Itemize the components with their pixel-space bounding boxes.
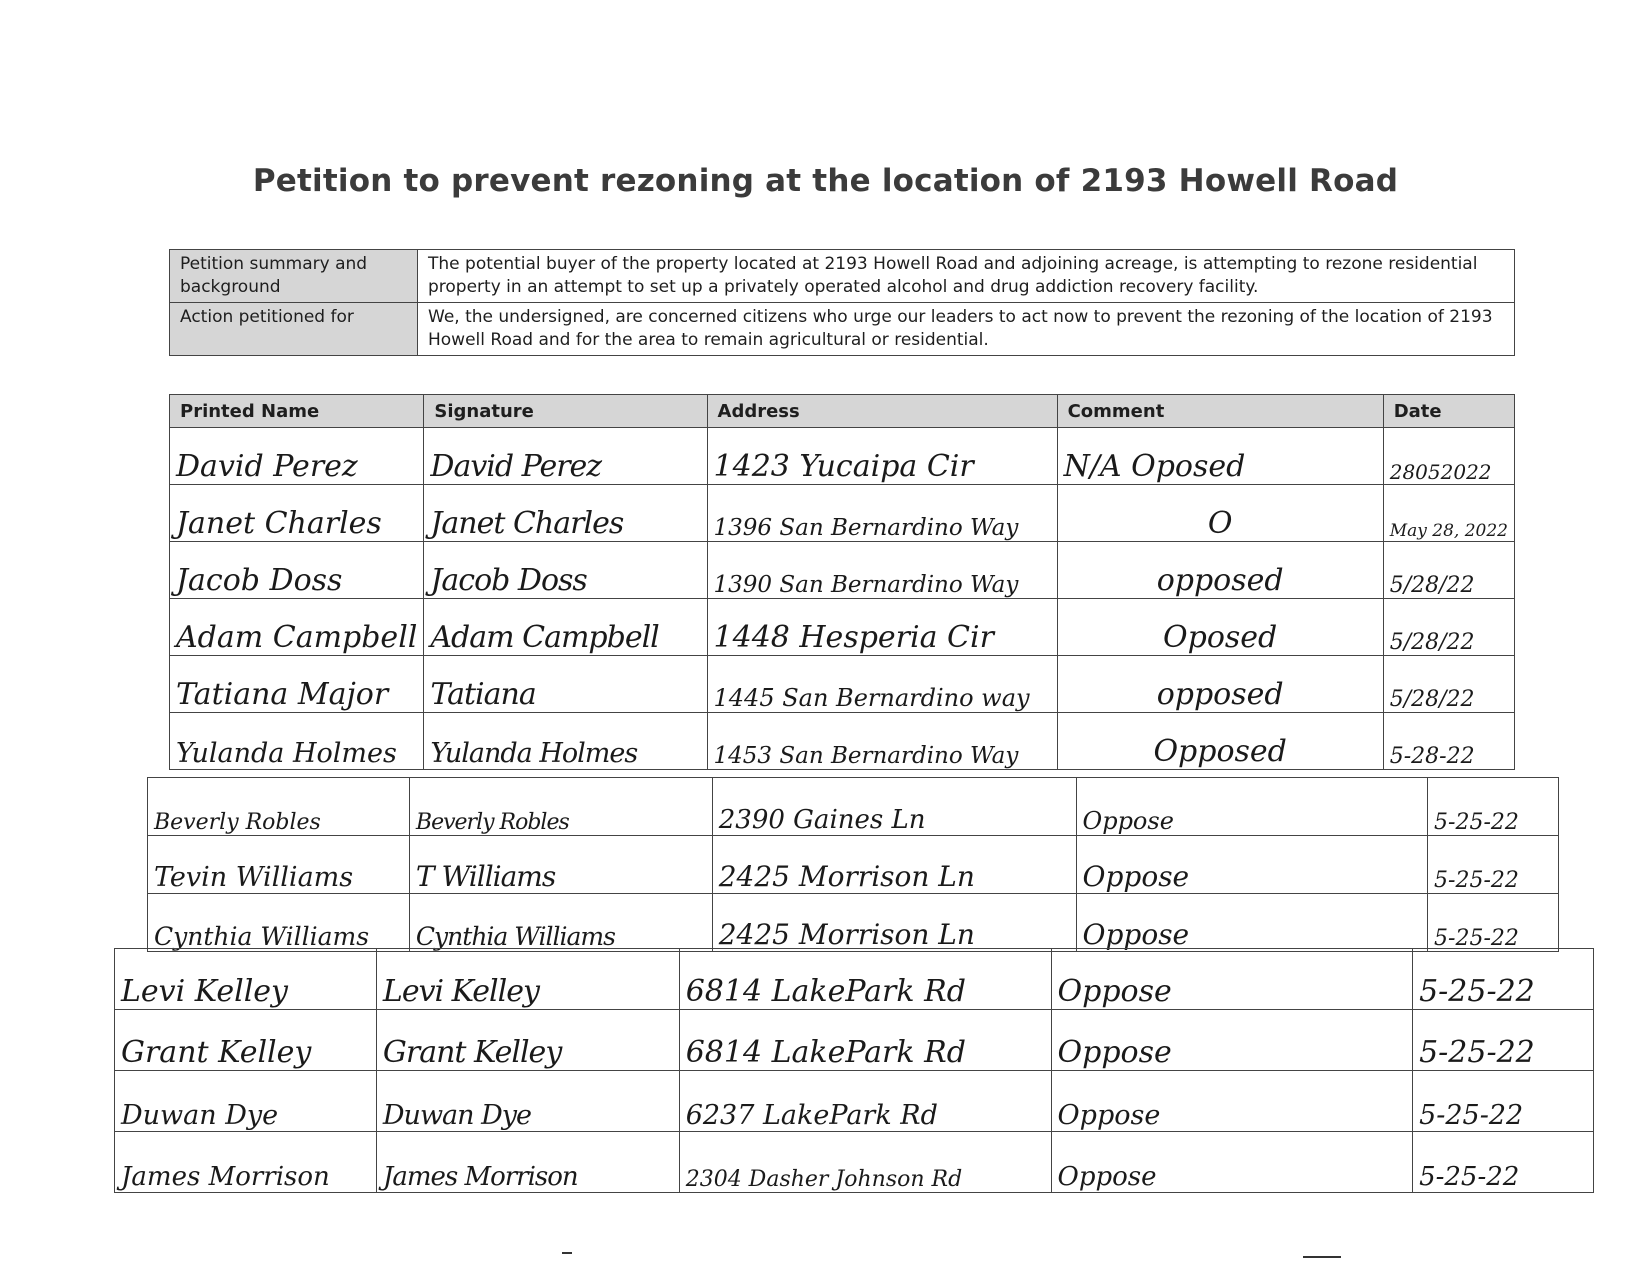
comment: Oppose [1051,1071,1413,1132]
address: 1453 San Bernardino Way [707,713,1057,770]
signature: Grant Kelley [376,1010,679,1071]
comment: Oppose [1051,1010,1413,1071]
scan-mark [1303,1256,1341,1258]
comment: opposed [1057,542,1383,599]
comment: Oppose [1076,894,1428,952]
signature-table [169,394,1515,770]
printed-name: Grant Kelley [115,1010,377,1071]
comment: opposed [1057,656,1383,713]
summary-label: Petition summary and background [170,250,418,303]
printed-name: Adam Campbell [170,599,424,656]
address: 6814 LakePark Rd [679,1010,1051,1071]
signature: Cynthia Williams [409,894,712,952]
date: 5-25-22 [1428,778,1559,836]
signature: James Morrison [376,1132,679,1193]
petition-summary-table [169,249,1515,356]
col-address: Address [707,395,1057,428]
printed-name: Yulanda Holmes [170,713,424,770]
signature: Jacob Doss [424,542,707,599]
signature: Adam Campbell [424,599,707,656]
comment: Opposed [1057,713,1383,770]
address: 2425 Morrison Ln [712,894,1076,952]
date: 5-28-22 [1383,713,1514,770]
printed-name: Jacob Doss [170,542,424,599]
address: 2425 Morrison Ln [712,836,1076,894]
printed-name: Beverly Robles [148,778,410,836]
comment: Oppose [1076,836,1428,894]
table-row [148,778,1559,836]
signature: Janet Charles [424,485,707,542]
header-row [170,395,1515,428]
scan-mark [562,1252,572,1254]
signature-table-taped-1 [147,777,1559,952]
address: 1390 San Bernardino Way [707,542,1057,599]
signature: Tatiana [424,656,707,713]
table-row [115,949,1594,1010]
table-row [148,836,1559,894]
table-row [170,428,1515,485]
date: 5-25-22 [1413,1010,1594,1071]
address: 1423 Yucaipa Cir [707,428,1057,485]
summary-text: The potential buyer of the property located at 2193 Howell Road and adjoining acreage, is attempting to rezone residential property in an attempt to set up a privately operated alcohol and drug addiction recovery facility. [418,250,1515,303]
col-date: Date [1383,395,1514,428]
table-row [115,1010,1594,1071]
printed-name: Cynthia Williams [148,894,410,952]
comment: O [1057,485,1383,542]
col-printed-name: Printed Name [170,395,424,428]
address: 1448 Hesperia Cir [707,599,1057,656]
date: 5-25-22 [1413,949,1594,1010]
printed-name: Levi Kelley [115,949,377,1010]
signature: Levi Kelley [376,949,679,1010]
date: 5-25-22 [1428,836,1559,894]
printed-name: Tevin Williams [148,836,410,894]
date: 5-25-22 [1413,1132,1594,1193]
address: 6237 LakePark Rd [679,1071,1051,1132]
comment: Oppose [1076,778,1428,836]
date: 5/28/22 [1383,599,1514,656]
address: 1445 San Bernardino way [707,656,1057,713]
printed-name: Janet Charles [170,485,424,542]
date: May 28, 2022 [1383,485,1514,542]
printed-name: James Morrison [115,1132,377,1193]
date: 5/28/22 [1383,656,1514,713]
signature: Yulanda Holmes [424,713,707,770]
address: 1396 San Bernardino Way [707,485,1057,542]
col-signature: Signature [424,395,707,428]
address: 6814 LakePark Rd [679,949,1051,1010]
table-row [170,542,1515,599]
signature: David Perez [424,428,707,485]
col-comment: Comment [1057,395,1383,428]
page-title: Petition to prevent rezoning at the location of 2193 Howell Road [252,163,1399,199]
table-row [170,599,1515,656]
signature-table-taped-2 [114,948,1594,1193]
date: 5/28/22 [1383,542,1514,599]
table-row [115,1071,1594,1132]
table-row [115,1132,1594,1193]
action-row [170,303,1515,356]
comment: N/A Oposed [1057,428,1383,485]
summary-row [170,250,1515,303]
table-row [170,656,1515,713]
comment: Oppose [1051,949,1413,1010]
action-label: Action petitioned for [170,303,418,356]
date: 5-25-22 [1428,894,1559,952]
table-row [148,894,1559,952]
printed-name: Tatiana Major [170,656,424,713]
comment: Oposed [1057,599,1383,656]
signature: Beverly Robles [409,778,712,836]
table-row [170,485,1515,542]
action-text: We, the undersigned, are concerned citizens who urge our leaders to act now to prevent the rezoning of the location of 2193 Howell Road and for the area to remain agricultural or residential. [418,303,1515,356]
address: 2390 Gaines Ln [712,778,1076,836]
comment: Oppose [1051,1132,1413,1193]
table-row [170,713,1515,770]
address: 2304 Dasher Johnson Rd [679,1132,1051,1193]
date: 28052022 [1383,428,1514,485]
printed-name: Duwan Dye [115,1071,377,1132]
signature: T Williams [409,836,712,894]
signature: Duwan Dye [376,1071,679,1132]
printed-name: David Perez [170,428,424,485]
date: 5-25-22 [1413,1071,1594,1132]
